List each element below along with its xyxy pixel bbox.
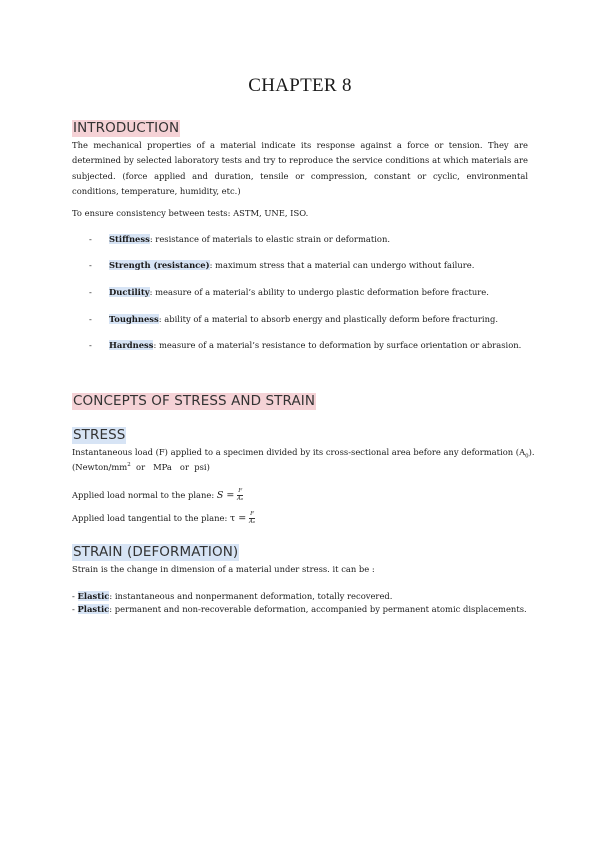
- concepts-heading: CONCEPTS OF STRESS AND STRAIN: [73, 393, 316, 409]
- stress-definition-end: ).: [528, 447, 535, 457]
- standards-line: To ensure consistency between tests: ASTM, UNE, ISO.: [72, 208, 309, 218]
- introduction-heading: INTRODUCTION: [73, 120, 180, 136]
- list-item: - Ductility: measure of a material’s ability to undergo plastic deformation before fracture.: [89, 287, 489, 297]
- term-ductility: Ductility: [109, 287, 150, 297]
- fraction-denominator: A₀: [237, 496, 244, 502]
- fraction-denominator: A₀: [248, 519, 256, 525]
- strain-intro: Strain is the change in dimension of a material under stress. it can be :: [72, 564, 375, 574]
- term-plastic: Plastic: [77, 604, 110, 614]
- formula-label: Applied load normal to the plane:: [72, 490, 217, 500]
- list-item: - Stiffness: resistance of materials to elastic strain or deformation.: [89, 234, 391, 244]
- tangential-stress-formula: [72, 511, 255, 526]
- formula-label: Applied load tangential to the plane:: [72, 513, 231, 523]
- list-prefix: -: [72, 604, 78, 614]
- formula-symbol: S =: [216, 490, 235, 501]
- term-strength: Strength (resistance): [109, 260, 210, 270]
- list-item: [72, 603, 527, 615]
- formula-symbol: τ =: [230, 513, 247, 524]
- list-item: - Toughness: ability of a material to absorb energy and plastically deform before fracturing.: [89, 314, 498, 324]
- definition-text: : ability of a material to absorb energy and plastically deform before fracturing.: [158, 314, 498, 324]
- definition-text: : resistance of materials to elastic strain or deformation.: [149, 234, 391, 244]
- fraction: [237, 488, 243, 503]
- fraction-numerator: F: [238, 488, 243, 494]
- units-text: (Newton/mm: [72, 461, 128, 472]
- definition-text: : maximum stress that a material can undergo without failure.: [209, 260, 475, 270]
- superscript: 2: [127, 462, 131, 468]
- stress-units: [72, 459, 210, 473]
- term-stiffness: Stiffness: [109, 234, 150, 244]
- list-item: - Hardness: measure of a material’s resistance to deformation by surface orientation or abrasion.: [89, 340, 522, 350]
- introduction-paragraph: The mechanical properties of a material indicate its response against a force or tension. They are determined by selected laboratory tests and try to reproduce the service conditions at which materials are subjected. (force applied and duration, tensile or compression, constant or cyclic, environmental conditions, temperature, humidity, etc.): [72, 140, 528, 196]
- term-hardness: Hardness: [109, 340, 154, 350]
- stress-definition-text: Instantaneous load (F) applied to a specimen divided by its cross-sectional area before any deformation (A: [72, 447, 526, 457]
- definition-text: : measure of a material’s resistance to deformation by surface orientation or abrasion.: [153, 340, 522, 350]
- normal-stress-formula: [72, 488, 243, 503]
- fraction-numerator: F: [250, 511, 254, 517]
- term-elastic: Elastic: [77, 591, 110, 601]
- definition-text: : permanent and non-recoverable deformation, accompanied by permanent atomic displacements.: [109, 604, 527, 614]
- subscript: 0: [525, 453, 529, 460]
- list-item: [72, 590, 392, 602]
- definition-text: : measure of a material’s ability to undergo plastic deformation before fracture.: [149, 287, 489, 297]
- units-text-end: or MPa or psi): [130, 461, 210, 472]
- list-item: - Strength (resistance): maximum stress that a material can undergo without failure.: [89, 260, 475, 270]
- fraction: [249, 511, 255, 526]
- strain-heading: STRAIN (DEFORMATION): [73, 544, 239, 560]
- chapter-title: CHAPTER 8: [248, 75, 352, 96]
- list-prefix: -: [72, 591, 78, 601]
- definition-text: : instantaneous and nonpermanent deformation, totally recovered.: [109, 591, 393, 601]
- stress-heading: STRESS: [73, 427, 126, 443]
- term-toughness: Toughness: [109, 314, 159, 324]
